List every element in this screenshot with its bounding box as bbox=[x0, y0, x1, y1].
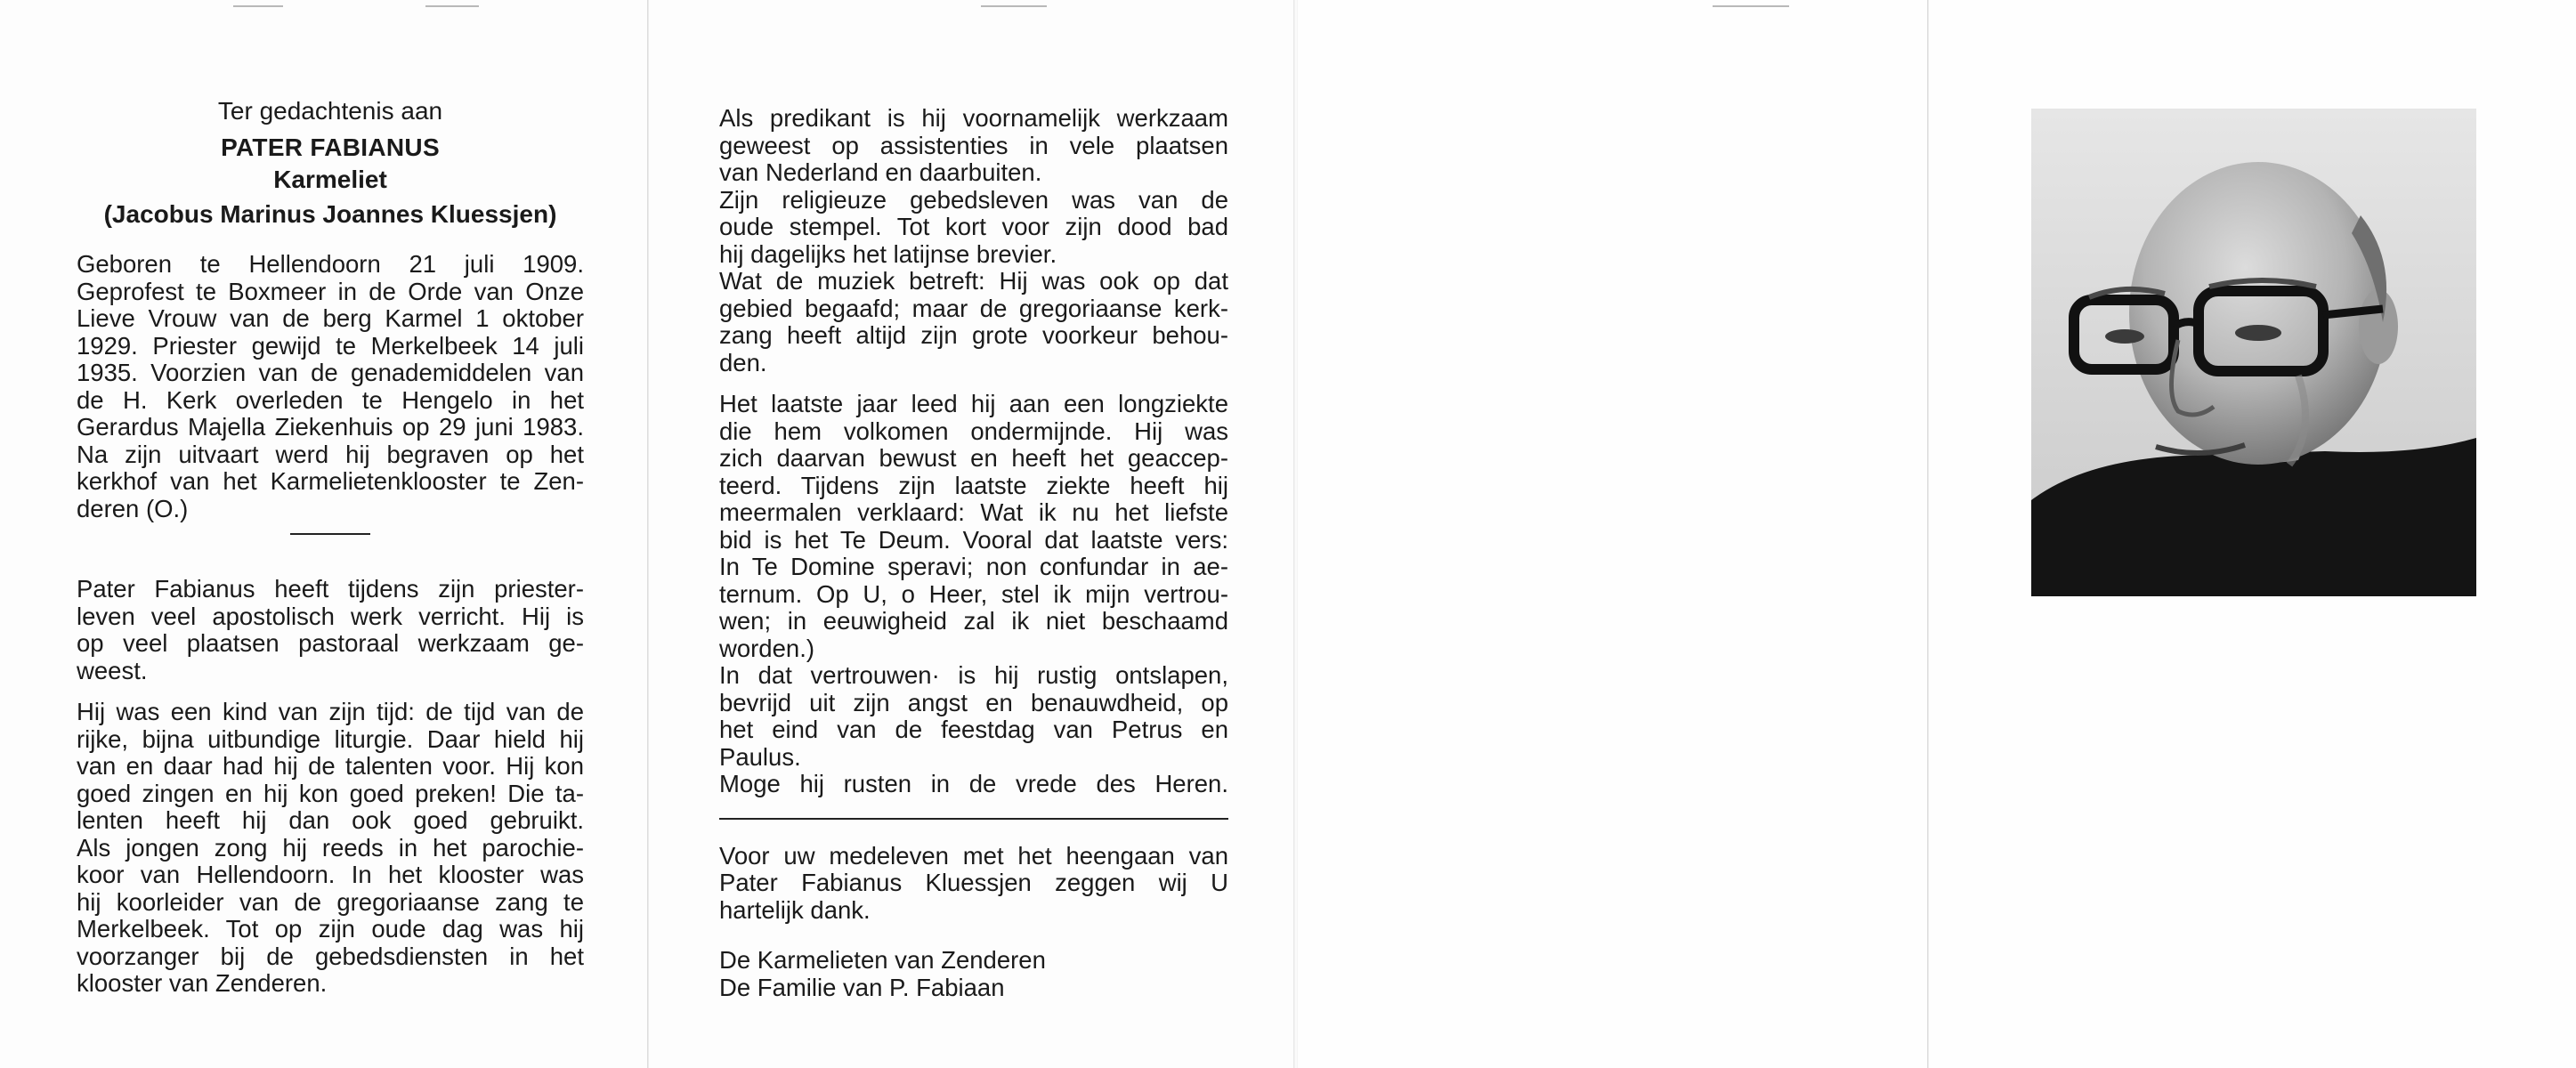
text-line: Pater Fabianus Kluessjen zeggen wij U bbox=[719, 869, 1228, 896]
text-line: zich daarvan bewust en heeft het geaccep- bbox=[719, 444, 1228, 472]
text-line: van Nederland en daarbuiten. bbox=[719, 158, 1042, 186]
text-line: goed zingen en hij kon goed preken! Die ta- bbox=[77, 779, 584, 807]
preacher-paragraph bbox=[719, 105, 1228, 376]
text-line: bid is het Te Deum. Vooral dat laatste vers: bbox=[719, 525, 1228, 554]
left-text-column bbox=[77, 98, 584, 998]
text-line: op veel plaatsen pastoraal werkzaam ge- bbox=[77, 629, 584, 657]
text-line: oude stempel. Tot kort voor zijn dood bad bbox=[719, 213, 1228, 240]
edge-mark bbox=[233, 5, 283, 7]
thanks-paragraph bbox=[719, 843, 1228, 925]
text-line: meermalen verklaard: Wat ik nu het liefste bbox=[719, 498, 1228, 526]
text-line: 1935. Voorzien van de genademiddelen van bbox=[77, 359, 584, 386]
text-line: Wat de muziek betreft: Hij was ook op dat bbox=[719, 267, 1228, 295]
text-line: zang heeft altijd zijn grote voorkeur behou- bbox=[719, 321, 1228, 349]
child-of-his-time-paragraph bbox=[77, 699, 584, 998]
text-line: de H. Kerk overleden te Hengelo in het bbox=[77, 385, 584, 414]
divider-long bbox=[719, 818, 1228, 820]
text-line: rijke, bijna uitbundige liturgie. Daar hield hij bbox=[77, 724, 584, 753]
text-line: klooster van Zenderen. bbox=[77, 969, 328, 997]
text-line: die hem volkomen ondermijnde. Hij was bbox=[719, 417, 1228, 445]
text-line: deren (O.) bbox=[77, 494, 189, 522]
text-line: Moge hij rusten in de vrede des Heren. bbox=[719, 770, 1228, 797]
text-line: weest. bbox=[77, 656, 148, 684]
text-line: van en daar had hij de talenten voor. Hij kon bbox=[77, 752, 584, 780]
text-line: In dat vertrouwen· is hij rustig ontslapen, bbox=[719, 661, 1228, 689]
text-line: bevrijd uit zijn angst en benauwdheid, op bbox=[719, 688, 1228, 716]
text-line: In Te Domine speravi; non confundar in ae- bbox=[719, 553, 1228, 580]
text-line: Als jongen zong hij reeds in het parochie- bbox=[77, 833, 584, 862]
text-line: voorzanger bij de gebedsdiensten in het bbox=[77, 942, 584, 970]
text-line: geweest op assistenties in vele plaatsen bbox=[719, 131, 1228, 159]
text-line: Merkelbeek. Tot op zijn oude dag was hij bbox=[77, 915, 584, 943]
text-line: gebied begaafd; maar de gregoriaanse kerk- bbox=[719, 294, 1228, 322]
text-line: Geboren te Hellendoorn 21 juli 1909. bbox=[77, 250, 584, 278]
religious-order: Karmeliet bbox=[273, 166, 387, 193]
text-line: 1929. Priester gewijd te Merkelbeek 14 juli bbox=[77, 331, 584, 360]
memorial-intro: Ter gedachtenis aan bbox=[217, 97, 443, 125]
signatures bbox=[719, 947, 1228, 1001]
text-line: Het laatste jaar leed hij aan een longziekte bbox=[719, 390, 1228, 417]
text-line: Na zijn uitvaart werd hij begraven op het bbox=[77, 440, 584, 468]
signature-line: De Karmelieten van Zenderen bbox=[719, 946, 1046, 974]
edge-mark bbox=[425, 5, 479, 7]
text-line: hij koorleider van de gregoriaanse zang te bbox=[77, 887, 584, 916]
text-line: het eind van de feestdag van Petrus en bbox=[719, 716, 1228, 743]
text-line: ternum. Op U, o Heer, stel ik mijn vertrou- bbox=[719, 579, 1228, 608]
edge-mark bbox=[1713, 5, 1789, 7]
text-line: lenten heeft hij dan ook goed gebruikt. bbox=[77, 806, 584, 834]
text-line: teerd. Tijdens zijn laatste ziekte heeft hij bbox=[719, 471, 1228, 499]
signature-line: De Familie van P. Fabiaan bbox=[719, 973, 1005, 1001]
edge-mark bbox=[981, 5, 1047, 7]
text-line: worden.) bbox=[719, 634, 814, 662]
deceased-name: PATER FABIANUS bbox=[221, 133, 440, 161]
text-line: den. bbox=[719, 348, 767, 376]
portrait-illustration bbox=[2031, 109, 2476, 596]
text-line: Hij was een kind van zijn tijd: de tijd van de bbox=[77, 698, 584, 725]
text-line: koor van Hellendoorn. In het klooster was bbox=[77, 861, 584, 888]
right-text-column bbox=[719, 105, 1228, 1001]
text-line: Geprofest te Boxmeer in de Orde van Onze bbox=[77, 277, 584, 305]
text-line: Pater Fabianus heeft tijdens zijn priester- bbox=[77, 575, 584, 603]
text-line: hij dagelijks het latijnse brevier. bbox=[719, 239, 1057, 268]
portrait-photo bbox=[2031, 109, 2476, 596]
divider-short bbox=[290, 533, 370, 535]
apostolic-paragraph bbox=[77, 576, 584, 684]
text-line: hartelijk dank. bbox=[719, 895, 871, 924]
text-line: Lieve Vrouw van de berg Karmel 1 oktober bbox=[77, 304, 584, 332]
text-line: Voor uw medeleven met het heengaan van bbox=[719, 841, 1228, 870]
fold-line-right bbox=[1927, 0, 1929, 1068]
text-line: Zijn religieuze gebedsleven was van de bbox=[719, 185, 1228, 214]
biography-paragraph bbox=[77, 251, 584, 522]
full-name: (Jacobus Marinus Joannes Kluessjen) bbox=[103, 199, 557, 228]
text-line: Als predikant is hij voornamelijk werkzaam bbox=[719, 104, 1228, 132]
text-line: Gerardus Majella Ziekenhuis op 29 juni 1983. bbox=[77, 413, 584, 441]
text-line: leven veel apostolisch werk verricht. Hij is bbox=[77, 602, 584, 630]
text-line: kerkhof van het Karmelietenklooster te Zen- bbox=[77, 467, 584, 495]
fold-line-left bbox=[647, 0, 649, 1068]
text-line: Paulus. bbox=[719, 742, 801, 771]
text-line: wen; in eeuwigheid zal ik niet beschaamd bbox=[719, 607, 1228, 635]
last-year-paragraph bbox=[719, 391, 1228, 798]
